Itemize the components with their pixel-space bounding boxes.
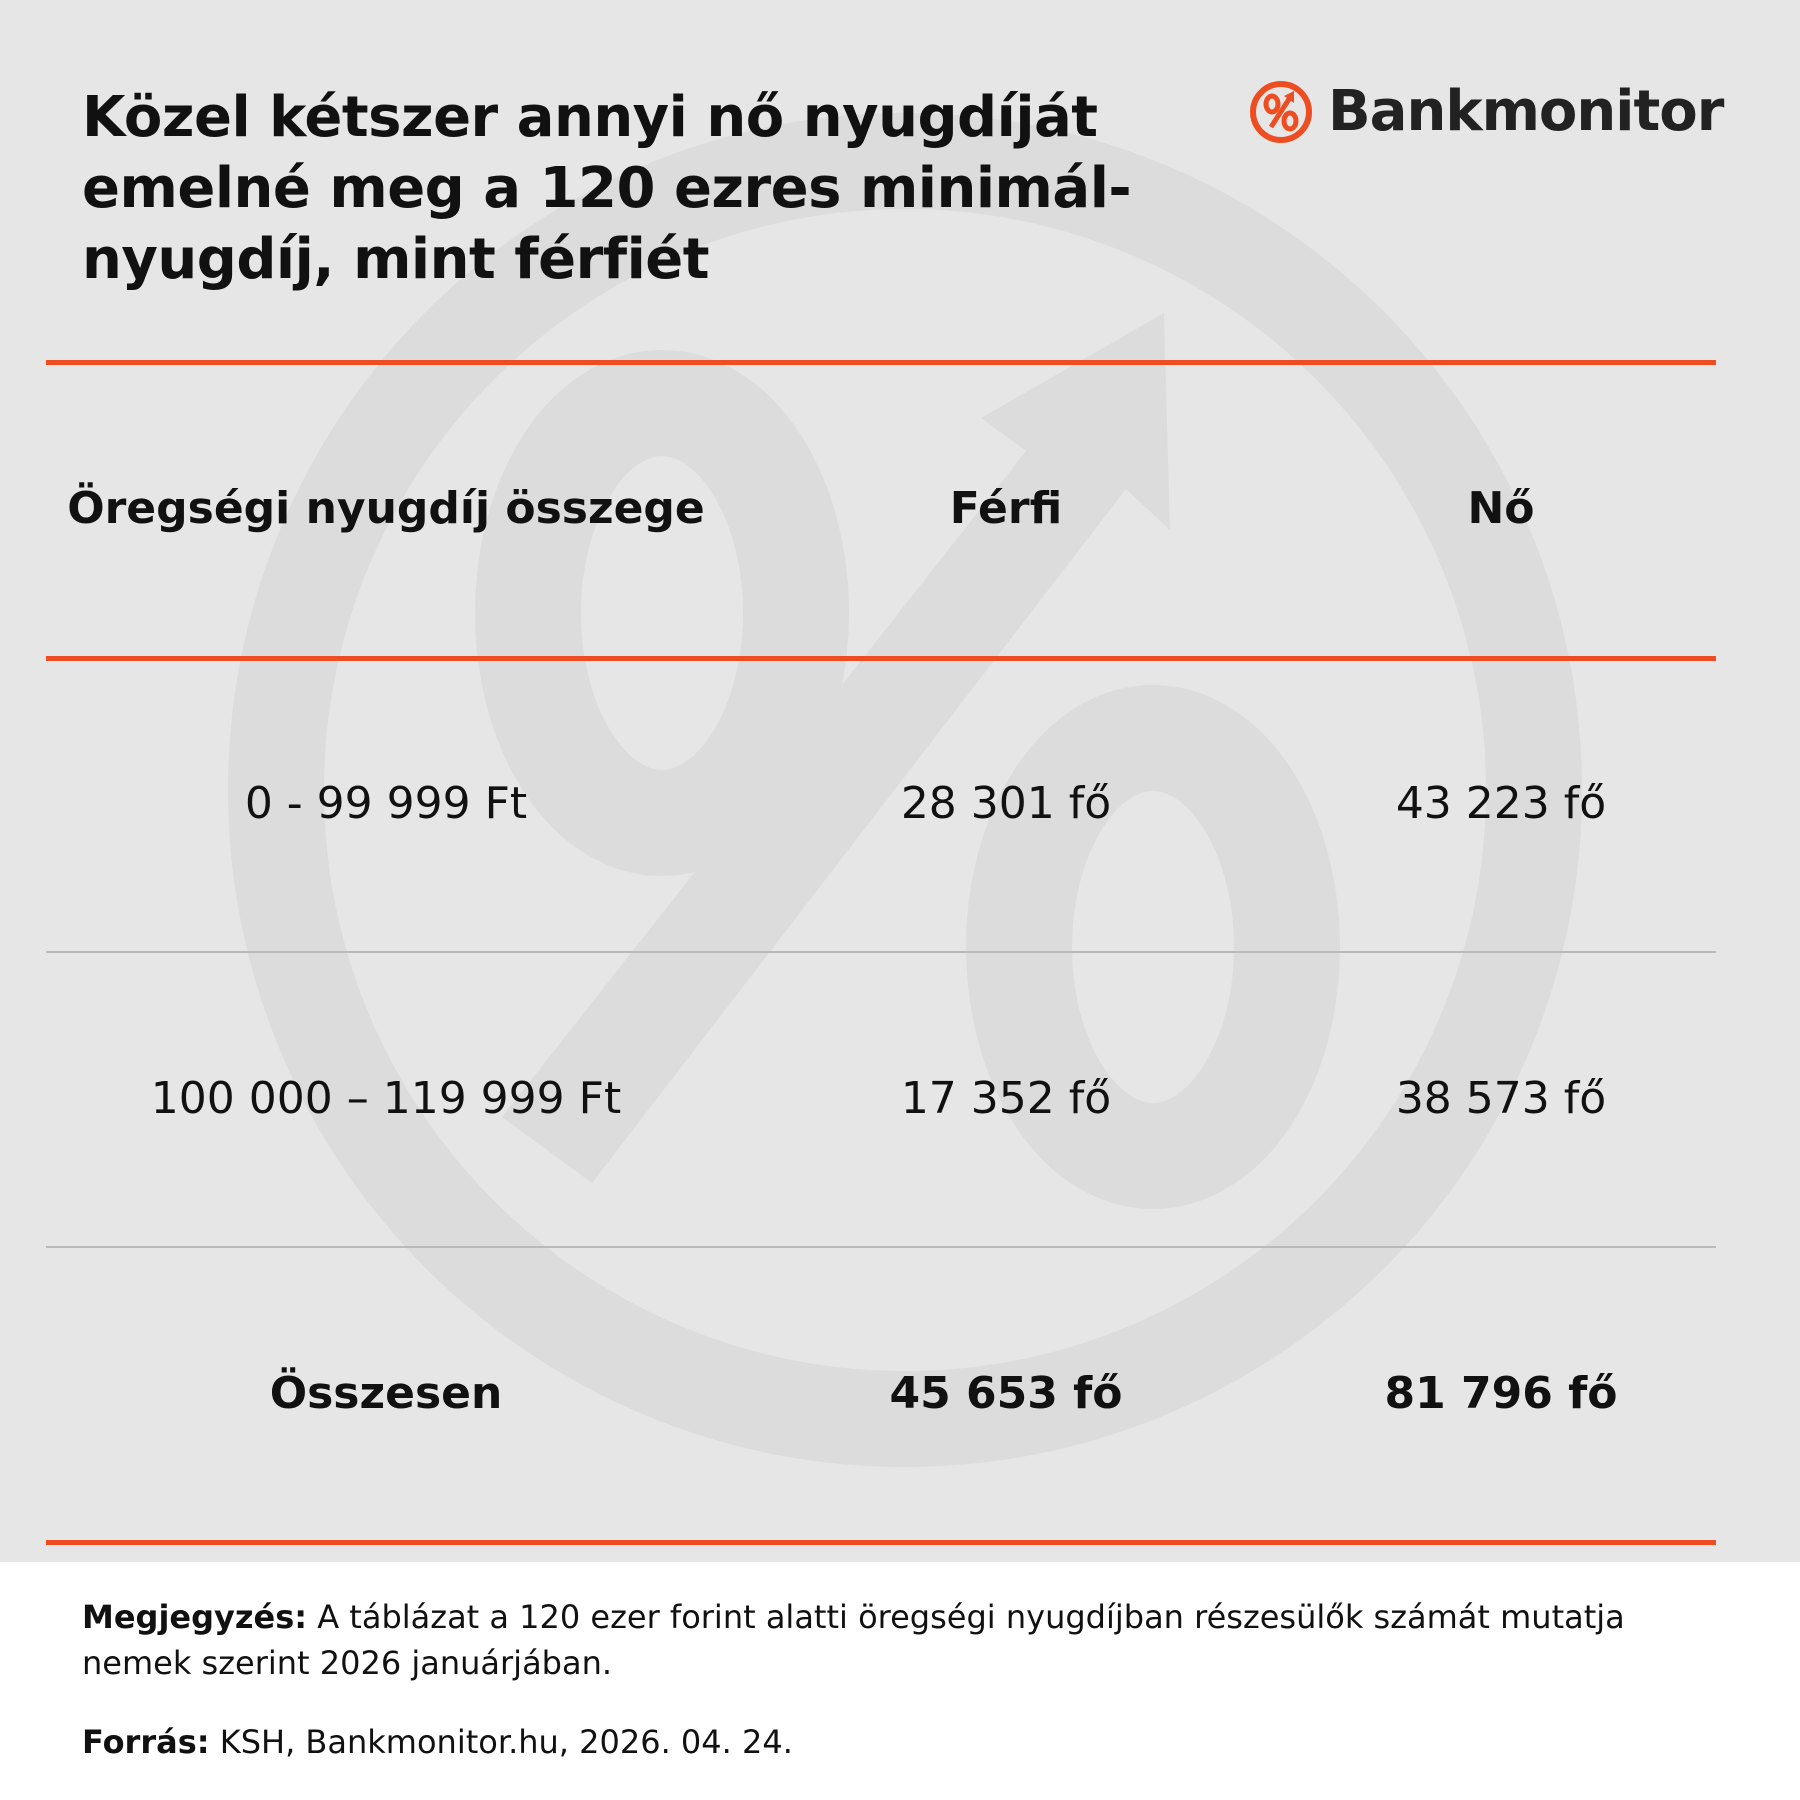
row-1-ferfi: 28 301 fő <box>900 778 1112 829</box>
source-label: Forrás: <box>82 1723 210 1761</box>
title-line-1: Közel kétszer annyi nő nyugdíját <box>82 85 1098 150</box>
source-paragraph <box>82 1719 1722 1765</box>
title-line-2: emelné meg a 120 ezres minimál- <box>82 156 1132 221</box>
row-divider <box>46 951 1716 953</box>
table-total-row <box>46 1354 1716 1434</box>
percent-circle-icon <box>1248 79 1314 145</box>
source-text: KSH, Bankmonitor.hu, 2026. 04. 24. <box>209 1723 793 1761</box>
row-1-range: 0 - 99 999 Ft <box>244 778 528 829</box>
total-ferfi: 45 653 fő <box>889 1368 1123 1419</box>
bankmonitor-logo <box>1248 74 1723 150</box>
column-header-no: Nő <box>1467 483 1535 534</box>
table-header-row <box>46 469 1716 549</box>
row-2-no: 38 573 fő <box>1395 1073 1607 1124</box>
row-2-ferfi: 17 352 fő <box>900 1073 1112 1124</box>
chart-title <box>82 82 1212 295</box>
column-header-ferfi: Férfi <box>949 483 1063 534</box>
table-row <box>46 1059 1716 1139</box>
table-bottom-rule <box>46 1540 1716 1545</box>
header-divider <box>46 656 1716 661</box>
note-text: A táblázat a 120 ezer forint alatti öregségi nyugdíjban részesülők számát mutatja nemek szerint 2026 januárjában. <box>82 1598 1625 1682</box>
total-no: 81 796 fő <box>1384 1368 1618 1419</box>
row-2-range: 100 000 – 119 999 Ft <box>150 1073 622 1124</box>
column-header-amount: Öregségi nyugdíj összege <box>67 483 705 534</box>
table-row <box>46 764 1716 844</box>
footnotes <box>82 1594 1722 1798</box>
total-label: Összesen <box>269 1368 503 1419</box>
row-1-no: 43 223 fő <box>1395 778 1607 829</box>
row-divider <box>46 1246 1716 1248</box>
title-line-3: nyugdíj, mint férfiét <box>82 227 710 292</box>
brand-name: Bankmonitor <box>1328 79 1724 144</box>
note-label: Megjegyzés: <box>82 1598 308 1636</box>
note-paragraph <box>82 1594 1722 1686</box>
table-top-rule <box>46 360 1716 365</box>
